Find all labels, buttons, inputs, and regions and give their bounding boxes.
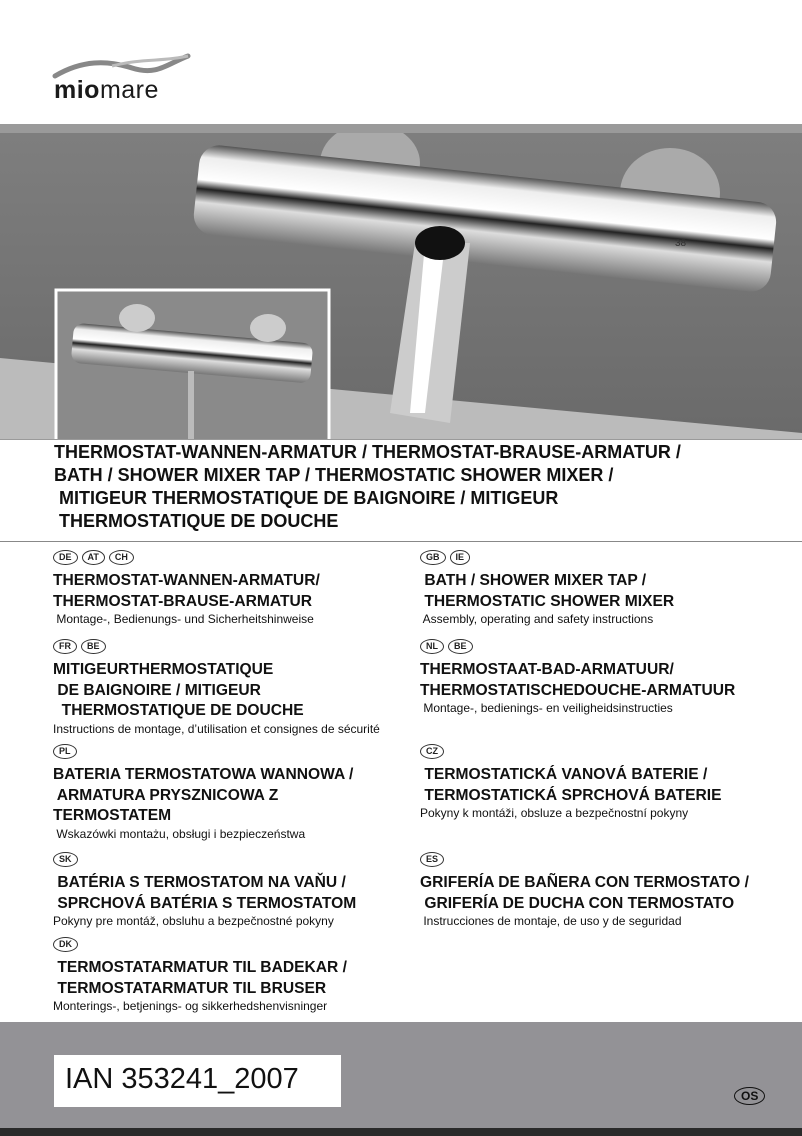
section-heading bbox=[420, 873, 790, 914]
country-badge: PL bbox=[53, 744, 77, 759]
section-heading-line: ARMATURA PRYSZNICOWA Z bbox=[53, 786, 279, 804]
country-badge: DE bbox=[53, 550, 78, 565]
section-heading bbox=[53, 765, 423, 827]
section-heading-line: THERMOSTATIQUE DE DOUCHE bbox=[53, 702, 304, 719]
language-section-de bbox=[53, 550, 423, 627]
section-heading-line: TERMOSTATARMATUR TIL BADEKAR / bbox=[53, 959, 347, 976]
section-subtitle: Monterings-, betjenings- og sikkerhedshenvisninger bbox=[53, 999, 328, 1013]
section-heading-line: THERMOSTAT-WANNEN-ARMATUR/ bbox=[53, 572, 320, 589]
country-badge: DK bbox=[53, 937, 78, 952]
section-heading-line: DE BAIGNOIRE / MITIGEUR bbox=[53, 681, 261, 699]
country-badge: FR bbox=[53, 639, 77, 654]
section-subtitle: Wskazówki montażu, obsługi i bezpieczeństwa bbox=[53, 826, 306, 841]
section-heading-line: TERMOSTATEM bbox=[53, 807, 172, 824]
section-heading-line: TERMOSTATARMATUR TIL BRUSER bbox=[53, 979, 327, 997]
ian-number: IAN 353241_2007 bbox=[65, 1063, 299, 1095]
country-badges bbox=[53, 937, 423, 953]
country-badges bbox=[420, 744, 790, 760]
miomare-logo bbox=[52, 50, 192, 110]
section-heading bbox=[53, 958, 423, 999]
section-heading bbox=[53, 571, 423, 612]
section-subtitle: Montage-, Bedienungs- und Sicherheitshinweise bbox=[53, 612, 314, 626]
language-section-cz bbox=[420, 744, 790, 821]
section-heading bbox=[420, 571, 790, 612]
language-section-fr bbox=[53, 639, 423, 737]
section-heading-line: GRIFERÍA DE BAÑERA CON TERMOSTATO / bbox=[420, 874, 749, 891]
section-heading bbox=[420, 765, 790, 806]
section-heading bbox=[53, 660, 423, 722]
section-heading-line: SPRCHOVÁ BATÉRIA S TERMOSTATOM bbox=[53, 894, 357, 912]
section-heading-line: TERMOSTATICKÁ VANOVÁ BATERIE / bbox=[420, 766, 708, 783]
country-badges bbox=[53, 639, 423, 655]
logo-bold: mio bbox=[54, 76, 100, 104]
logo-regular: mare bbox=[99, 76, 159, 104]
section-heading-line: GRIFERÍA DE DUCHA CON TERMOSTATO bbox=[420, 894, 735, 912]
section-heading-line: BATERIA TERMOSTATOWA WANNOWA / bbox=[53, 766, 354, 783]
section-heading-line: TERMOSTATICKÁ SPRCHOVÁ BATERIE bbox=[420, 786, 722, 804]
language-section-sk bbox=[53, 852, 423, 929]
main-title-line: THERMOSTATIQUE DE DOUCHE bbox=[54, 511, 339, 531]
section-heading-line: THERMOSTATIC SHOWER MIXER bbox=[420, 592, 675, 610]
country-badges bbox=[53, 852, 423, 868]
language-section-gb bbox=[420, 550, 790, 627]
main-title-line: MITIGEUR THERMOSTATIQUE DE BAIGNOIRE / MITIGEUR bbox=[54, 488, 559, 508]
country-badge: SK bbox=[53, 852, 78, 867]
section-heading-line: THERMOSTAT-BRAUSE-ARMATUR bbox=[53, 592, 313, 610]
language-section-dk bbox=[53, 937, 423, 1014]
section-subtitle: Pokyny k montáži, obsluze a bezpečnostní pokyny bbox=[420, 806, 689, 820]
section-subtitle: Montage-, bedienings- en veiligheidsinstructies bbox=[420, 701, 673, 715]
section-subtitle: Pokyny pre montáž, obsluhu a bezpečnostné pokyny bbox=[53, 914, 334, 928]
country-badge: IE bbox=[450, 550, 471, 565]
section-subtitle: Instrucciones de montaje, de uso y de seguridad bbox=[420, 914, 682, 928]
section-heading-line: THERMOSTAAT-BAD-ARMATUUR/ bbox=[420, 661, 674, 678]
ian-box bbox=[54, 1055, 341, 1107]
country-badges bbox=[53, 550, 423, 566]
os-badge: OS bbox=[734, 1087, 765, 1105]
product-photo bbox=[0, 133, 802, 439]
language-section-es bbox=[420, 852, 790, 929]
main-title bbox=[54, 441, 794, 533]
section-heading-line: MITIGEURTHERMOSTATIQUE bbox=[53, 661, 274, 678]
section-heading-line: BATH / SHOWER MIXER TAP / bbox=[420, 572, 647, 589]
country-badge: BE bbox=[448, 639, 473, 654]
country-badge: NL bbox=[420, 639, 444, 654]
section-subtitle: Instructions de montage, d’utilisation et consignes de sécurité bbox=[53, 721, 380, 736]
section-heading-line: THERMOSTATISCHEDOUCHE-ARMATUUR bbox=[420, 681, 736, 699]
language-section-nl bbox=[420, 639, 790, 716]
section-heading-line: BATÉRIA S TERMOSTATOM NA VAŇU / bbox=[53, 874, 346, 891]
country-badge: ES bbox=[420, 852, 444, 867]
footer-bottom-line bbox=[0, 1128, 802, 1136]
main-title-line: THERMOSTAT-WANNEN-ARMATUR / THERMOSTAT-BRAUSE-ARMATUR / bbox=[54, 442, 681, 462]
language-section-pl bbox=[53, 744, 423, 842]
country-badge: CH bbox=[109, 550, 134, 565]
section-heading bbox=[53, 873, 423, 914]
section-subtitle: Assembly, operating and safety instructions bbox=[420, 612, 654, 626]
country-badge: GB bbox=[420, 550, 446, 565]
divider bbox=[0, 541, 802, 542]
country-badges bbox=[53, 744, 423, 760]
temperature-display: 38 bbox=[675, 238, 687, 249]
country-badge: AT bbox=[82, 550, 105, 565]
country-badges bbox=[420, 550, 790, 566]
country-badges bbox=[420, 639, 790, 655]
country-badge: CZ bbox=[420, 744, 444, 759]
country-badges bbox=[420, 852, 790, 868]
main-title-line: BATH / SHOWER MIXER TAP / THERMOSTATIC SHOWER MIXER / bbox=[54, 465, 614, 485]
country-badge: BE bbox=[81, 639, 106, 654]
section-heading bbox=[420, 660, 790, 701]
